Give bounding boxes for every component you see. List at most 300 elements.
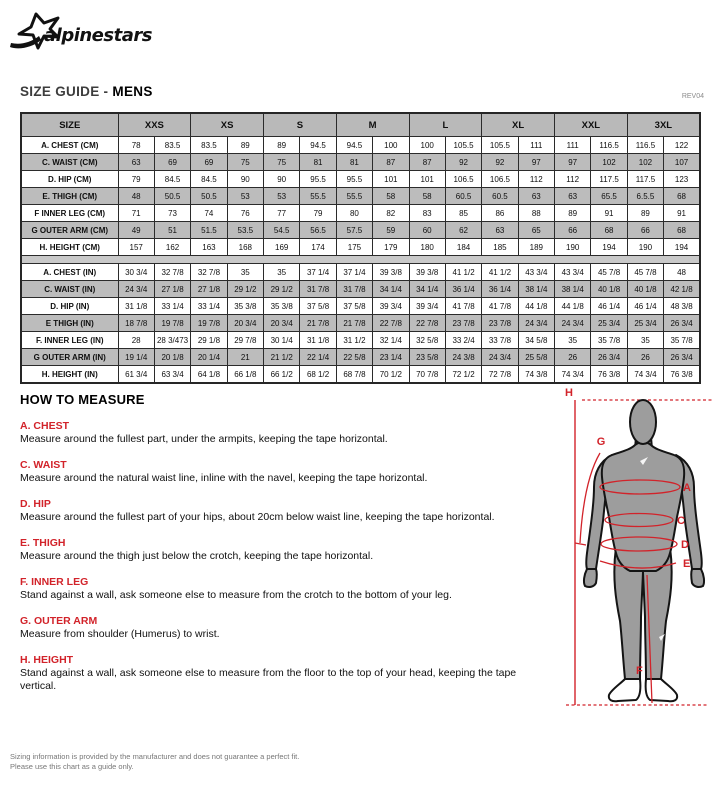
value-cell: 83.5 xyxy=(191,137,227,154)
value-cell: 162 xyxy=(154,239,190,256)
value-cell: 74 3/8 xyxy=(518,366,554,384)
row-label-cell: A. CHEST (IN) xyxy=(21,264,118,281)
value-cell: 80 xyxy=(336,205,372,222)
measure-item-text: Stand against a wall, ask someone else to measure from the floor to the top of your head, keeping the tape vertical. xyxy=(20,667,517,692)
value-cell: 68 1/2 xyxy=(300,366,336,384)
value-cell: 87 xyxy=(373,154,409,171)
measure-item-text: Measure around the natural waist line, inline with the navel, keeping the tape horizontal. xyxy=(20,472,428,484)
value-cell: 83 xyxy=(409,205,445,222)
value-cell: 22 7/8 xyxy=(373,315,409,332)
value-cell: 112 xyxy=(518,171,554,188)
value-cell: 22 7/8 xyxy=(409,315,445,332)
size-header-m: M xyxy=(336,113,409,137)
value-cell: 38 1/4 xyxy=(555,281,591,298)
value-cell: 79 xyxy=(300,205,336,222)
value-cell: 27 1/8 xyxy=(191,281,227,298)
size-header-l: L xyxy=(409,113,482,137)
how-to-measure-section xyxy=(20,392,555,693)
value-cell: 95.5 xyxy=(300,171,336,188)
value-cell: 37 1/4 xyxy=(300,264,336,281)
value-cell: 63 xyxy=(118,154,154,171)
value-cell: 25 5/8 xyxy=(518,349,554,366)
value-cell: 41 7/8 xyxy=(445,298,481,315)
value-cell: 41 1/2 xyxy=(445,264,481,281)
value-cell: 105.5 xyxy=(445,137,481,154)
value-cell: 39 3/8 xyxy=(409,264,445,281)
value-cell: 97 xyxy=(518,154,554,171)
value-cell: 100 xyxy=(409,137,445,154)
value-cell: 22 5/8 xyxy=(336,349,372,366)
value-cell: 194 xyxy=(664,239,700,256)
row-label-cell: H. HEIGHT (CM) xyxy=(21,239,118,256)
value-cell: 68 7/8 xyxy=(336,366,372,384)
value-cell: 34 1/4 xyxy=(373,281,409,298)
size-header-xl: XL xyxy=(482,113,555,137)
value-cell: 90 xyxy=(227,171,263,188)
value-cell: 39 3/4 xyxy=(409,298,445,315)
value-cell: 43 3/4 xyxy=(555,264,591,281)
row-label-cell: A. CHEST (CM) xyxy=(21,137,118,154)
value-cell: 68 xyxy=(664,222,700,239)
value-cell: 75 xyxy=(264,154,300,171)
value-cell: 101 xyxy=(409,171,445,188)
value-cell: 53.5 xyxy=(227,222,263,239)
value-cell: 66 xyxy=(627,222,663,239)
value-cell: 56.5 xyxy=(300,222,336,239)
value-cell: 65 xyxy=(518,222,554,239)
value-cell: 6.5.5 xyxy=(627,188,663,205)
size-header-xxl: XXL xyxy=(555,113,628,137)
label-g: G xyxy=(596,436,606,448)
value-cell: 26 3/4 xyxy=(664,349,700,366)
value-cell: 23 7/8 xyxy=(445,315,481,332)
value-cell: 26 xyxy=(627,349,663,366)
table-row-cm-4 xyxy=(21,205,700,222)
value-cell: 35 3/8 xyxy=(264,298,300,315)
measure-item-label: E. THIGH xyxy=(20,537,66,549)
label-e: E xyxy=(683,558,691,570)
value-cell: 33 2/4 xyxy=(445,332,481,349)
size-header-xs: XS xyxy=(191,113,264,137)
value-cell: 66 xyxy=(555,222,591,239)
value-cell: 29 1/2 xyxy=(264,281,300,298)
value-cell: 66 1/2 xyxy=(264,366,300,384)
value-cell: 86 xyxy=(482,205,518,222)
value-cell: 29 1/8 xyxy=(191,332,227,349)
row-label-cell: D. HIP (CM) xyxy=(21,171,118,188)
value-cell: 81 xyxy=(336,154,372,171)
label-f: F xyxy=(636,665,643,677)
row-label-cell: D. HIP (IN) xyxy=(21,298,118,315)
value-cell: 92 xyxy=(482,154,518,171)
measure-item-label: C. WAIST xyxy=(20,459,67,471)
footer-line2: Please use this chart as a guide only. xyxy=(10,762,134,771)
value-cell: 32 1/4 xyxy=(373,332,409,349)
value-cell: 26 3/4 xyxy=(664,315,700,332)
value-cell: 39 3/8 xyxy=(373,264,409,281)
footer-line1: Sizing information is provided by the manufacturer and does not guarantee a perfect fit. xyxy=(10,752,300,761)
value-cell: 30 1/4 xyxy=(264,332,300,349)
value-cell: 66 1/8 xyxy=(227,366,263,384)
value-cell: 68 xyxy=(664,188,700,205)
value-cell: 60 xyxy=(409,222,445,239)
value-cell: 87 xyxy=(409,154,445,171)
value-cell: 76 3/8 xyxy=(664,366,700,384)
value-cell: 26 3/4 xyxy=(591,349,627,366)
value-cell: 35 3/8 xyxy=(227,298,263,315)
measure-item-3 xyxy=(20,537,555,563)
value-cell: 24 3/4 xyxy=(518,315,554,332)
label-c: C xyxy=(677,515,685,527)
value-cell: 100 xyxy=(373,137,409,154)
value-cell: 45 7/8 xyxy=(627,264,663,281)
value-cell: 101 xyxy=(373,171,409,188)
measurement-figure xyxy=(556,385,720,747)
value-cell: 19 7/8 xyxy=(154,315,190,332)
value-cell: 89 xyxy=(227,137,263,154)
unit-separator xyxy=(21,256,700,264)
value-cell: 94.5 xyxy=(336,137,372,154)
measure-item-label: A. CHEST xyxy=(20,420,70,432)
value-cell: 60.5 xyxy=(445,188,481,205)
value-cell: 33 1/4 xyxy=(154,298,190,315)
value-cell: 90 xyxy=(264,171,300,188)
value-cell: 95.5 xyxy=(336,171,372,188)
table-row-cm-2 xyxy=(21,171,700,188)
value-cell: 106.5 xyxy=(445,171,481,188)
revision-label: REV04 xyxy=(681,93,704,100)
value-cell: 21 1/2 xyxy=(264,349,300,366)
value-cell: 20 3/4 xyxy=(264,315,300,332)
value-cell: 102 xyxy=(627,154,663,171)
value-cell: 174 xyxy=(300,239,336,256)
value-cell: 34 1/4 xyxy=(409,281,445,298)
value-cell: 31 1/2 xyxy=(336,332,372,349)
value-cell: 35 xyxy=(264,264,300,281)
value-cell: 25 3/4 xyxy=(627,315,663,332)
value-cell: 42 1/8 xyxy=(664,281,700,298)
table-row-in-5 xyxy=(21,349,700,366)
row-label-cell: F INNER LEG (CM) xyxy=(21,205,118,222)
value-cell: 76 3/8 xyxy=(591,366,627,384)
value-cell: 61 3/4 xyxy=(118,366,154,384)
value-cell: 41 1/2 xyxy=(482,264,518,281)
value-cell: 117.5 xyxy=(627,171,663,188)
value-cell: 18 7/8 xyxy=(118,315,154,332)
value-cell: 85 xyxy=(445,205,481,222)
value-cell: 35 xyxy=(627,332,663,349)
value-cell: 25 3/4 xyxy=(591,315,627,332)
table-header-row xyxy=(21,113,700,137)
value-cell: 74 xyxy=(191,205,227,222)
value-cell: 27 1/8 xyxy=(154,281,190,298)
value-cell: 44 1/8 xyxy=(555,298,591,315)
row-label-cell: F. INNER LEG (IN) xyxy=(21,332,118,349)
value-cell: 106.5 xyxy=(482,171,518,188)
value-cell: 72 7/8 xyxy=(482,366,518,384)
value-cell: 51 xyxy=(154,222,190,239)
value-cell: 194 xyxy=(591,239,627,256)
value-cell: 31 1/8 xyxy=(300,332,336,349)
label-h: H xyxy=(565,387,573,399)
value-cell: 30 3/4 xyxy=(118,264,154,281)
measure-item-text: Stand against a wall, ask someone else to measure from the crotch to the bottom of your leg. xyxy=(20,589,452,601)
value-cell: 50.5 xyxy=(191,188,227,205)
measure-item-text: Measure around the fullest part, under the armpits, keeping the tape horizontal. xyxy=(20,433,388,445)
value-cell: 84.5 xyxy=(191,171,227,188)
value-cell: 89 xyxy=(264,137,300,154)
value-cell: 78 xyxy=(118,137,154,154)
value-cell: 69 xyxy=(154,154,190,171)
value-cell: 60.5 xyxy=(482,188,518,205)
value-cell: 180 xyxy=(409,239,445,256)
measure-item-label: F. INNER LEG xyxy=(20,576,89,588)
table-row-cm-3 xyxy=(21,188,700,205)
value-cell: 94.5 xyxy=(300,137,336,154)
measure-item-1 xyxy=(20,459,555,485)
value-cell: 31 7/8 xyxy=(300,281,336,298)
value-cell: 24 3/8 xyxy=(445,349,481,366)
value-cell: 89 xyxy=(627,205,663,222)
value-cell: 29 7/8 xyxy=(227,332,263,349)
value-cell: 54.5 xyxy=(264,222,300,239)
footer-disclaimer xyxy=(10,752,299,772)
how-to-measure-heading: HOW TO MEASURE xyxy=(20,392,145,407)
row-label-cell: H. HEIGHT (IN) xyxy=(21,366,118,384)
value-cell: 64 1/8 xyxy=(191,366,227,384)
row-label-cell: E. THIGH (CM) xyxy=(21,188,118,205)
measure-item-label: D. HIP xyxy=(20,498,51,510)
row-label-cell: C. WAIST (IN) xyxy=(21,281,118,298)
value-cell: 79 xyxy=(118,171,154,188)
label-d: D xyxy=(681,539,689,551)
table-separator-row xyxy=(21,256,700,264)
measure-item-text: Measure around the fullest part of your hips, about 20cm below waist line, keeping the tape horizontal. xyxy=(20,511,495,523)
value-cell: 184 xyxy=(445,239,481,256)
outer-arm-tick xyxy=(575,543,586,545)
measure-list xyxy=(20,420,555,693)
value-cell: 37 1/4 xyxy=(336,264,372,281)
table-row-in-3 xyxy=(21,315,700,332)
value-cell: 31 7/8 xyxy=(336,281,372,298)
value-cell: 75 xyxy=(227,154,263,171)
row-label-cell: C. WAIST (CM) xyxy=(21,154,118,171)
value-cell: 55.5 xyxy=(300,188,336,205)
value-cell: 123 xyxy=(664,171,700,188)
value-cell: 71 xyxy=(118,205,154,222)
value-cell: 53 xyxy=(227,188,263,205)
table-row-in-2 xyxy=(21,298,700,315)
value-cell: 32 7/8 xyxy=(154,264,190,281)
table-row-in-1 xyxy=(21,281,700,298)
measure-item-label: H. HEIGHT xyxy=(20,654,74,666)
value-cell: 65.5 xyxy=(591,188,627,205)
table-row-in-4 xyxy=(21,332,700,349)
value-cell: 48 xyxy=(664,264,700,281)
size-header-xxs: XXS xyxy=(118,113,191,137)
value-cell: 102 xyxy=(591,154,627,171)
table-row-cm-5 xyxy=(21,222,700,239)
value-cell: 24 3/4 xyxy=(555,315,591,332)
value-cell: 73 xyxy=(154,205,190,222)
label-a: A xyxy=(683,482,691,494)
value-cell: 23 7/8 xyxy=(482,315,518,332)
measure-item-text: Measure around the thigh just below the crotch, keeping the tape horizontal. xyxy=(20,550,374,562)
value-cell: 74 3/4 xyxy=(627,366,663,384)
value-cell: 33 7/8 xyxy=(482,332,518,349)
value-cell: 45 7/8 xyxy=(591,264,627,281)
row-label-cell: E THIGH (IN) xyxy=(21,315,118,332)
page-title-prefix: SIZE GUIDE - xyxy=(20,84,113,99)
value-cell: 63 3/4 xyxy=(154,366,190,384)
value-cell: 40 1/8 xyxy=(627,281,663,298)
value-cell: 70 7/8 xyxy=(409,366,445,384)
measure-item-5 xyxy=(20,615,555,641)
value-cell: 50.5 xyxy=(154,188,190,205)
table-row-cm-0 xyxy=(21,137,700,154)
value-cell: 24 3/4 xyxy=(482,349,518,366)
value-cell: 19 1/4 xyxy=(118,349,154,366)
value-cell: 117.5 xyxy=(591,171,627,188)
value-cell: 190 xyxy=(627,239,663,256)
value-cell: 111 xyxy=(555,137,591,154)
value-cell: 23 1/4 xyxy=(373,349,409,366)
value-cell: 32 5/8 xyxy=(409,332,445,349)
value-cell: 40 1/8 xyxy=(591,281,627,298)
value-cell: 92 xyxy=(445,154,481,171)
value-cell: 37 5/8 xyxy=(336,298,372,315)
value-cell: 111 xyxy=(518,137,554,154)
measure-item-2 xyxy=(20,498,555,524)
measure-item-0 xyxy=(20,420,555,446)
value-cell: 157 xyxy=(118,239,154,256)
page-title xyxy=(20,84,153,99)
value-cell: 34 5/8 xyxy=(518,332,554,349)
value-cell: 83.5 xyxy=(154,137,190,154)
value-cell: 35 7/8 xyxy=(591,332,627,349)
value-cell: 169 xyxy=(264,239,300,256)
value-cell: 84.5 xyxy=(154,171,190,188)
value-cell: 58 xyxy=(409,188,445,205)
value-cell: 23 5/8 xyxy=(409,349,445,366)
value-cell: 48 3/8 xyxy=(664,298,700,315)
value-cell: 24 3/4 xyxy=(118,281,154,298)
value-cell: 116.5 xyxy=(591,137,627,154)
value-cell: 38 1/4 xyxy=(518,281,554,298)
value-cell: 63 xyxy=(482,222,518,239)
value-cell: 163 xyxy=(191,239,227,256)
value-cell: 72 1/2 xyxy=(445,366,481,384)
value-cell: 168 xyxy=(227,239,263,256)
measure-item-6 xyxy=(20,654,555,693)
value-cell: 185 xyxy=(482,239,518,256)
value-cell: 37 5/8 xyxy=(300,298,336,315)
value-cell: 32 7/8 xyxy=(191,264,227,281)
value-cell: 112 xyxy=(555,171,591,188)
value-cell: 48 xyxy=(118,188,154,205)
table-row-cm-6 xyxy=(21,239,700,256)
value-cell: 20 1/4 xyxy=(191,349,227,366)
value-cell: 107 xyxy=(664,154,700,171)
value-cell: 81 xyxy=(300,154,336,171)
value-cell: 49 xyxy=(118,222,154,239)
value-cell: 179 xyxy=(373,239,409,256)
value-cell: 35 xyxy=(227,264,263,281)
measure-item-4 xyxy=(20,576,555,602)
value-cell: 91 xyxy=(664,205,700,222)
value-cell: 122 xyxy=(664,137,700,154)
value-cell: 190 xyxy=(555,239,591,256)
value-cell: 68 xyxy=(591,222,627,239)
brand-name: alpinestars xyxy=(44,25,152,46)
value-cell: 69 xyxy=(191,154,227,171)
table-row-in-0 xyxy=(21,264,700,281)
size-header-s: S xyxy=(264,113,337,137)
value-cell: 20 3/4 xyxy=(227,315,263,332)
value-cell: 88 xyxy=(518,205,554,222)
value-cell: 53 xyxy=(264,188,300,205)
row-label-cell: G OUTER ARM (IN) xyxy=(21,349,118,366)
measure-item-text: Measure from shoulder (Humerus) to wrist. xyxy=(20,628,220,640)
alpinestars-logo xyxy=(6,6,181,58)
value-cell: 70 1/2 xyxy=(373,366,409,384)
value-cell: 59 xyxy=(373,222,409,239)
value-cell: 51.5 xyxy=(191,222,227,239)
value-cell: 89 xyxy=(555,205,591,222)
value-cell: 22 1/4 xyxy=(300,349,336,366)
table-row-in-6 xyxy=(21,366,700,384)
value-cell: 77 xyxy=(264,205,300,222)
value-cell: 21 7/8 xyxy=(300,315,336,332)
size-header-3xl: 3XL xyxy=(627,113,700,137)
value-cell: 36 1/4 xyxy=(482,281,518,298)
value-cell: 21 7/8 xyxy=(336,315,372,332)
value-cell: 97 xyxy=(555,154,591,171)
value-cell: 39 3/4 xyxy=(373,298,409,315)
value-cell: 62 xyxy=(445,222,481,239)
value-cell: 28 xyxy=(118,332,154,349)
value-cell: 116.5 xyxy=(627,137,663,154)
value-cell: 82 xyxy=(373,205,409,222)
value-cell: 41 7/8 xyxy=(482,298,518,315)
value-cell: 43 3/4 xyxy=(518,264,554,281)
value-cell: 29 1/2 xyxy=(227,281,263,298)
value-cell: 76 xyxy=(227,205,263,222)
value-cell: 63 xyxy=(518,188,554,205)
value-cell: 20 1/8 xyxy=(154,349,190,366)
value-cell: 57.5 xyxy=(336,222,372,239)
value-cell: 58 xyxy=(373,188,409,205)
value-cell: 19 7/8 xyxy=(191,315,227,332)
value-cell: 189 xyxy=(518,239,554,256)
value-cell: 46 1/4 xyxy=(627,298,663,315)
value-cell: 46 1/4 xyxy=(591,298,627,315)
value-cell: 26 xyxy=(555,349,591,366)
value-cell: 35 xyxy=(555,332,591,349)
value-cell: 35 7/8 xyxy=(664,332,700,349)
value-cell: 55.5 xyxy=(336,188,372,205)
value-cell: 21 xyxy=(227,349,263,366)
value-cell: 105.5 xyxy=(482,137,518,154)
page-title-gender: MENS xyxy=(112,84,153,99)
table-row-cm-1 xyxy=(21,154,700,171)
value-cell: 63 xyxy=(555,188,591,205)
value-cell: 33 1/4 xyxy=(191,298,227,315)
value-cell: 74 3/4 xyxy=(555,366,591,384)
feet xyxy=(609,679,677,701)
row-label-cell: G OUTER ARM (CM) xyxy=(21,222,118,239)
value-cell: 44 1/8 xyxy=(518,298,554,315)
